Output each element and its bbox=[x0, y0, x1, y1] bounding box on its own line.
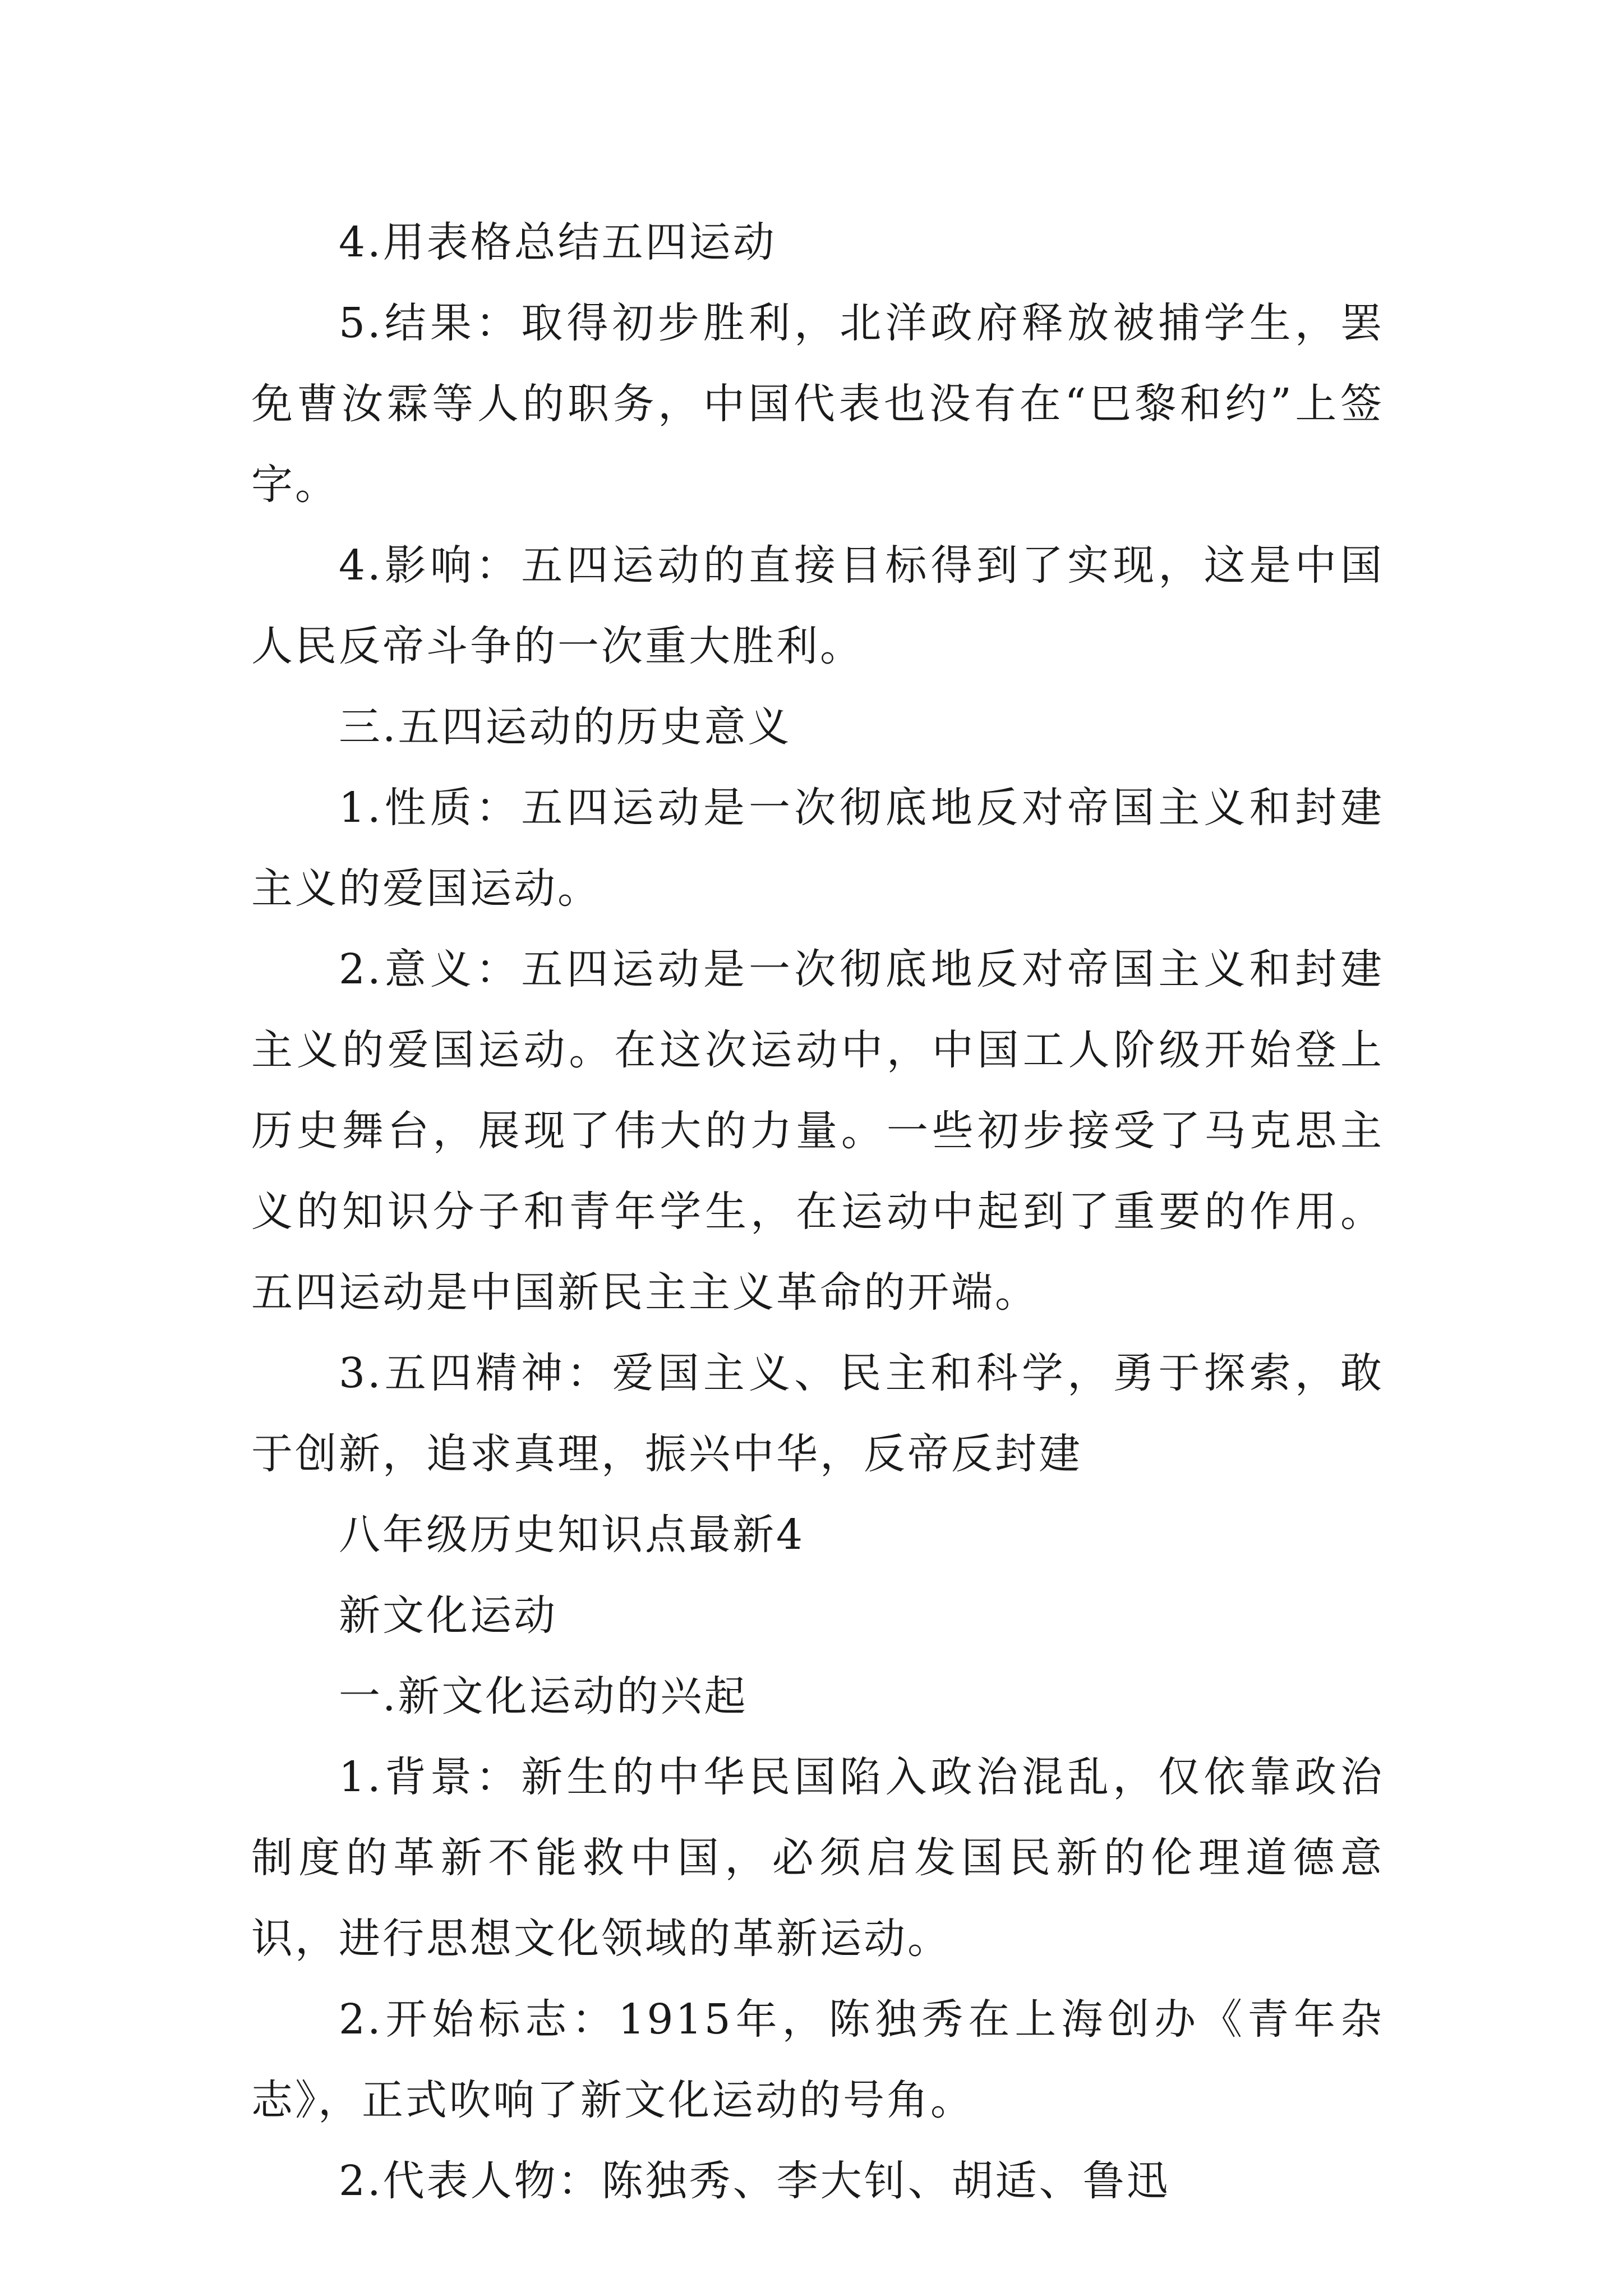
paragraph-result: 5.结果：取得初步胜利，北洋政府释放被捕学生，罢免曹汝霖等人的职务，中国代表也没有在“巴黎和约”上签字。 bbox=[251, 299, 1384, 509]
paragraph-may-fourth-spirit: 3.五四精神：爱国主义、民主和科学，勇于探索，敢于创新，追求真理，振兴中华，反帝反封建 bbox=[251, 1349, 1384, 1478]
section-heading-historical-significance: 三.五四运动的历史意义 bbox=[339, 703, 792, 751]
topic-title-new-culture-movement: 新文化运动 bbox=[339, 1591, 557, 1640]
paragraph-background: 1.背景：新生的中华民国陷入政治混乱，仅依靠政治制度的革新不能救中国，必须启发国民新的伦理道德意识，进行思想文化领域的革新运动。 bbox=[251, 1753, 1384, 1963]
section-title-grade8-history-4: 八年级历史知识点最新4 bbox=[339, 1511, 805, 1559]
paragraph-influence: 4.影响：五四运动的直接目标得到了实现，这是中国人民反帝斗争的一次重大胜利。 bbox=[251, 541, 1384, 670]
paragraph-start-marker: 2.开始标志：1915年，陈独秀在上海创办《青年杂志》，正式吹响了新文化运动的号角。 bbox=[251, 1995, 1384, 2124]
section-heading-rise: 一.新文化运动的兴起 bbox=[339, 1672, 748, 1720]
paragraph-nature: 1.性质：五四运动是一次彻底地反对帝国主义和封建主义的爱国运动。 bbox=[251, 784, 1384, 913]
document-body bbox=[251, 202, 1384, 2221]
paragraph-representatives: 2.代表人物：陈独秀、李大钊、胡适、鲁迅 bbox=[339, 2157, 1170, 2205]
paragraph-significance: 2.意义：五四运动是一次彻底地反对帝国主义和封建主义的爱国运动。在这次运动中，中国工人阶级开始登上历史舞台，展现了伟大的力量。一些初步接受了马克思主义的知识分子和青年学生，在运动中起到了重要的作用。五四运动是中国新民主主义革命的开端。 bbox=[251, 945, 1384, 1317]
paragraph-table-summary: 4.用表格总结五四运动 bbox=[339, 218, 777, 266]
